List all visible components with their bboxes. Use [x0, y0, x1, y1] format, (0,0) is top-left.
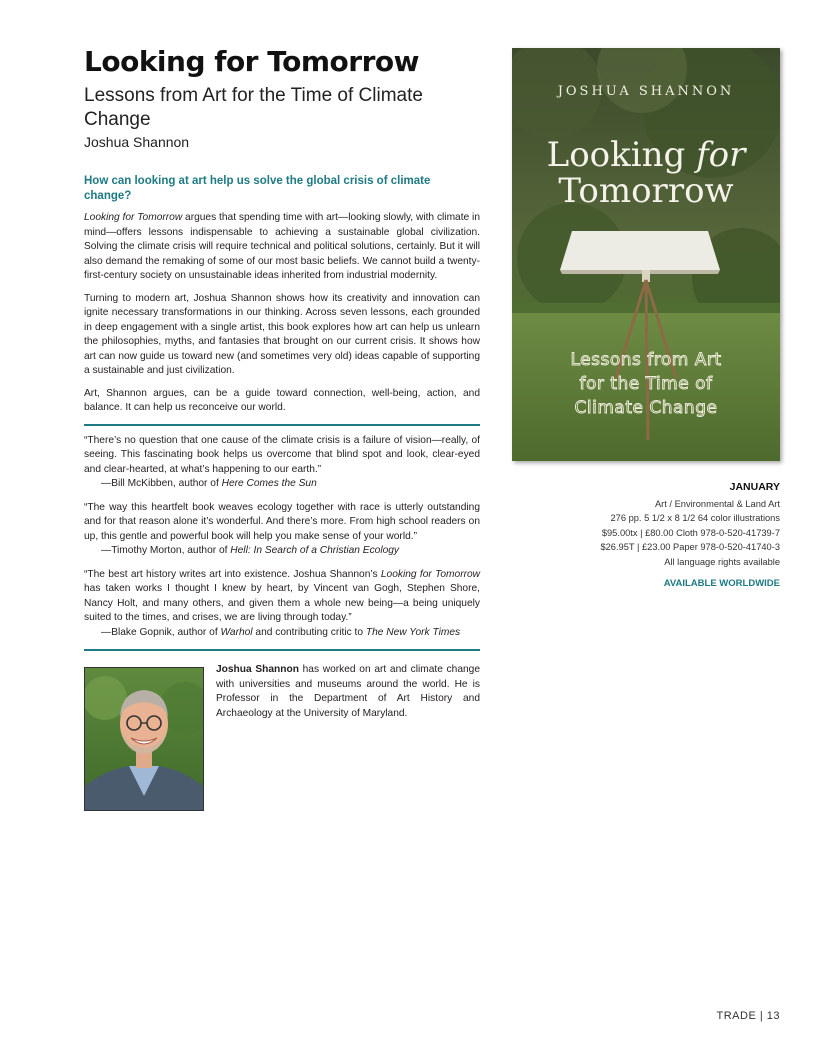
cover-title-italic: for: [696, 135, 746, 175]
book-info-column: [84, 44, 480, 813]
attr-prefix: —Timothy Morton, author of: [101, 545, 231, 556]
cover-subtitle-line-3: Climate Change: [574, 398, 718, 418]
availability: AVAILABLE WORLDWIDE: [663, 578, 780, 589]
hook-question: How can looking at art help us solve the global crisis of climate change?: [84, 175, 431, 202]
book-title: Looking for Tomorrow: [84, 45, 419, 78]
description: [84, 211, 480, 416]
title-italic: Looking for Tomorrow: [84, 212, 183, 223]
attr-prefix: —Blake Gopnik, author of: [101, 626, 221, 638]
attr-prefix: —Bill McKibben, author of: [101, 478, 222, 489]
bio-author-name: Joshua Shannon: [216, 664, 299, 675]
endorsement-title-italic: Looking for Tomorrow: [380, 568, 480, 580]
attr-mid: and contributing critic to: [252, 626, 366, 638]
endorsement-text: “There’s no question that one cause of the climate crisis is a failure of vision—really, of seeing. This fascinating book helps us overcome that blind spot and look, clear-eyed and clear-hearted, at what’s happening to our earth.”: [84, 434, 480, 475]
endorsement-1: [84, 434, 480, 492]
endorsement-attribution: [84, 626, 480, 641]
endorsement-3: [84, 568, 480, 641]
cover-title-line-2: Tomorrow: [558, 171, 734, 211]
description-paragraph-3: Art, Shannon argues, can be a guide toward connection, well-being, action, and balance. It can help us reconceive our world.: [84, 387, 480, 413]
rights-info: All language rights available: [664, 556, 780, 567]
book-author: Joshua Shannon: [84, 134, 190, 150]
book-cover-image: [512, 48, 780, 461]
endorsement-attribution: [84, 544, 480, 559]
description-paragraph-1: [84, 211, 480, 284]
cover-title-line-1: [547, 135, 748, 175]
endorsement-text-a: “The best art history writes art into existence. Joshua Shannon’s: [84, 568, 381, 580]
publication-details: [540, 480, 780, 592]
attr-work-2: The New York Times: [365, 626, 461, 638]
book-cover: [512, 48, 780, 461]
bio-description: has worked on art and climate change with universities and museums around the world. He is Professor in the Department of Art History and Archaeology at the University of Maryland.: [216, 664, 480, 719]
publication-month: JANUARY: [729, 481, 780, 493]
attr-work: Hell: In Search of a Christian Ecology: [230, 545, 400, 556]
section-divider: [84, 649, 480, 651]
cover-subtitle-line-1: Lessons from Art: [570, 350, 722, 370]
cover-title-word: Looking: [546, 135, 697, 175]
description-paragraph-2: Turning to modern art, Joshua Shannon shows how its creativity and innovation can ignite necessary transformations in our thinking. Across seven lessons, each grounded in deep engagement with a single artist, this book explores how art can help us unlearn the philosophies, myths, and fantasies that brought on our current crisis. It shows how art can now guide us toward new (and sometimes very old) ideas capable of supporting a sustainable and just civilization.: [84, 292, 480, 376]
endorsement-text: [84, 568, 480, 626]
cover-subtitle-line-2: for the Time of: [579, 374, 713, 394]
author-photo: [84, 667, 204, 811]
author-portrait-image: [85, 668, 203, 810]
subject-category: Art / Environmental & Land Art: [654, 498, 780, 509]
book-subtitle: Lessons from Art for the Time of Climate Change: [84, 85, 423, 130]
cloth-edition: $95.00tx | £80.00 Cloth 978-0-520-41739-7: [601, 527, 780, 538]
cover-author: JOSHUA SHANNON: [557, 84, 735, 99]
author-bio: [84, 663, 480, 813]
attr-work: Here Comes the Sun: [221, 478, 317, 489]
attr-work: Warhol: [220, 626, 253, 638]
page-footer: TRADE | 13: [716, 1010, 780, 1022]
description-p1-text: argues that spending time with art—looking slowly, with climate in mind—offers lessons indispensable to achieving a sustainable global civilization. Solving the climate crisis will require technical and political solutions, certainly. But it will also demand the remaking of some of our most basic beliefs. We cannot build a twenty-first-century society on unsustainable ideas inherited from industrial modernity.: [84, 212, 480, 281]
endorsement-text: “The way this heartfelt book weaves ecology together with race is utterly outstanding and for that reason alone it’s wonderful. And there’s more. From high school readers on up, this gentle and powerful book will help you make sense of your world.”: [84, 501, 480, 542]
section-divider: [84, 424, 480, 426]
endorsement-attribution: [84, 477, 480, 492]
endorsement-2: [84, 501, 480, 559]
paper-edition: $26.95T | £23.00 Paper 978-0-520-41740-3: [600, 542, 780, 552]
endorsement-text-b: has taken works I thought I knew by heart, by Vincent van Gogh, Stephen Shore, Nancy Holt, and many others, and given them a whole new being—a being uniquely suited to the times, and crises, we are living through today.”: [84, 583, 480, 623]
book-specs: 276 pp. 5 1/2 x 8 1/2 64 color illustrations: [610, 513, 780, 523]
bio-text: [216, 663, 480, 721]
